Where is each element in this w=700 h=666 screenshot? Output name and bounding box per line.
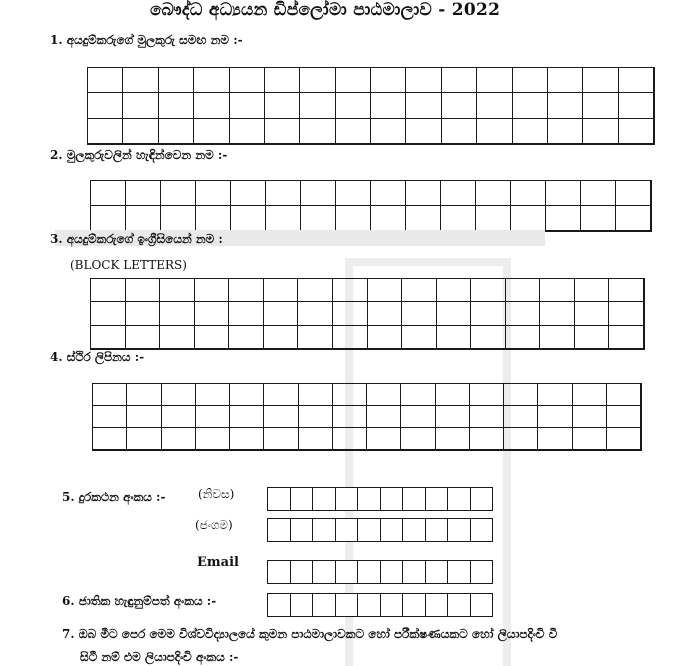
writing-box-cell[interactable] [511,206,546,231]
form-title: බෞද්ධ අධ්‍යයන ඩිප්ලෝමා පාඨමාලාව - 2022 [150,0,501,20]
writing-box-cell[interactable] [513,119,548,144]
writing-box-cell[interactable] [266,206,301,231]
question-3-label: 3. අයදුම්කරුගේ ඉංග්‍රීසියෙන් නම : [50,232,223,246]
writing-box-cell[interactable] [196,384,230,406]
writing-box-cell[interactable] [195,302,230,325]
writing-box-cell[interactable] [573,384,607,406]
home-phone-boxes[interactable] [267,487,493,511]
writing-box-cell[interactable] [538,428,572,450]
writing-box-cell[interactable] [196,206,231,231]
writing-box-cell[interactable] [609,302,644,325]
writing-box-cell[interactable] [159,93,194,118]
writing-box-cell[interactable] [406,93,441,118]
writing-box-cell[interactable] [264,384,298,406]
email-label: Email [197,555,239,570]
writing-box-cell[interactable] [442,93,477,118]
writing-box-cell[interactable] [371,119,406,144]
writing-box-cell[interactable] [426,519,449,541]
writing-box-cell[interactable] [127,428,161,450]
writing-box-cell[interactable] [583,68,618,93]
writing-box-cell[interactable] [619,93,654,118]
writing-box-cell[interactable] [126,279,161,302]
writing-box-cell[interactable] [336,561,359,583]
writing-box-cell[interactable] [336,594,359,616]
writing-box-cell[interactable] [229,302,264,325]
writing-box-cell[interactable] [264,428,298,450]
writing-box-cell[interactable] [313,594,336,616]
writing-box-cell[interactable] [548,68,583,93]
writing-box-cell[interactable] [230,119,265,144]
writing-box-cell[interactable] [265,93,300,118]
writing-box-cell[interactable] [471,519,493,541]
writing-box-cell[interactable] [160,302,195,325]
writing-box-cell[interactable] [230,68,265,93]
writing-box-cell[interactable] [573,406,607,428]
writing-box-cell[interactable] [403,488,426,510]
writing-box-cell[interactable] [126,206,161,231]
writing-box-cell[interactable] [229,279,264,302]
writing-box-cell[interactable] [91,206,126,231]
name-denoted-by-initials-grid[interactable] [90,180,652,232]
writing-box-cell[interactable] [607,384,641,406]
writing-box-cell[interactable] [93,406,127,428]
writing-box-cell[interactable] [336,488,359,510]
writing-box-cell[interactable] [313,488,336,510]
writing-box-cell[interactable] [583,119,618,144]
writing-box-cell[interactable] [511,181,546,206]
writing-box-cell[interactable] [540,302,575,325]
writing-box-cell[interactable] [123,93,158,118]
writing-box-cell[interactable] [426,594,449,616]
writing-box-cell[interactable] [538,406,572,428]
writing-box-cell[interactable] [442,68,477,93]
writing-box-cell[interactable] [88,119,123,144]
writing-box-cell[interactable] [513,93,548,118]
writing-box-cell[interactable] [583,93,618,118]
writing-box-cell[interactable] [336,519,359,541]
writing-box-cell[interactable] [476,206,511,231]
writing-box-cell[interactable] [471,561,493,583]
writing-box-cell[interactable] [264,326,299,349]
writing-box-cell[interactable] [161,206,196,231]
writing-box-cell[interactable] [88,93,123,118]
writing-box-cell[interactable] [264,406,298,428]
writing-box-cell[interactable] [301,206,336,231]
writing-box-cell[interactable] [477,119,512,144]
nic-number-boxes[interactable] [267,593,493,617]
question-7-label-line-2: සිටී නම් එම ලියාපදිංචි අංකය :- [80,650,239,664]
writing-box-cell[interactable] [607,406,641,428]
writing-box-cell[interactable] [231,206,266,231]
writing-box-cell[interactable] [381,488,404,510]
writing-box-cell[interactable] [358,594,381,616]
writing-box-cell[interactable] [159,68,194,93]
writing-box-cell[interactable] [93,384,127,406]
writing-box-cell[interactable] [264,279,299,302]
writing-box-cell[interactable] [476,181,511,206]
question-6-label: 6. ජාතික හැඳුනුම්පත් අංකය :- [62,594,217,608]
writing-box-cell[interactable] [406,206,441,231]
writing-box-cell[interactable] [442,119,477,144]
writing-box-cell[interactable] [313,519,336,541]
writing-box-cell[interactable] [195,326,230,349]
writing-box-cell[interactable] [336,68,371,93]
writing-box-cell[interactable] [336,93,371,118]
writing-box-cell[interactable] [126,181,161,206]
writing-box-cell[interactable] [575,302,610,325]
writing-box-cell[interactable] [291,561,314,583]
writing-box-cell[interactable] [406,119,441,144]
writing-box-cell[interactable] [381,519,404,541]
writing-box-cell[interactable] [268,488,291,510]
writing-box-cell[interactable] [403,594,426,616]
writing-box-cell[interactable] [230,384,264,406]
email-boxes[interactable] [267,560,493,584]
writing-box-cell[interactable] [403,519,426,541]
writing-box-cell[interactable] [161,181,196,206]
writing-box-cell[interactable] [371,206,406,231]
writing-box-cell[interactable] [195,279,230,302]
writing-box-cell[interactable] [426,488,449,510]
writing-box-cell[interactable] [264,302,299,325]
writing-box-cell[interactable] [381,561,404,583]
writing-box-cell[interactable] [575,279,610,302]
writing-box-cell[interactable] [448,594,471,616]
writing-box-cell[interactable] [616,181,651,206]
writing-box-cell[interactable] [299,428,333,450]
writing-box-cell[interactable] [548,119,583,144]
writing-box-cell[interactable] [426,561,449,583]
writing-box-cell[interactable] [336,119,371,144]
question-7-label-line-1: 7. ඔබ මීට පෙර මෙම විශ්වවිද්‍යාලයේ කුමන පාඨමාලාවකට හෝ පරීක්ෂණයකට හෝ ලියාපදිංචි වී [62,627,558,641]
writing-box-cell[interactable] [619,119,654,144]
writing-box-cell[interactable] [540,279,575,302]
writing-box-cell[interactable] [300,93,335,118]
writing-box-cell[interactable] [126,302,161,325]
writing-box-cell[interactable] [194,93,229,118]
writing-box-cell[interactable] [538,384,572,406]
writing-box-cell[interactable] [123,119,158,144]
writing-box-cell[interactable] [196,428,230,450]
writing-box-cell[interactable] [194,68,229,93]
writing-box-cell[interactable] [298,326,333,349]
writing-box-cell[interactable] [448,519,471,541]
writing-box-cell[interactable] [127,384,161,406]
writing-box-cell[interactable] [162,406,196,428]
writing-box-cell[interactable] [91,181,126,206]
writing-box-cell[interactable] [230,406,264,428]
name-with-initials-grid[interactable] [87,67,655,145]
writing-box-cell[interactable] [300,68,335,93]
writing-box-cell[interactable] [299,406,333,428]
writing-box-cell[interactable] [123,68,158,93]
writing-box-cell[interactable] [471,488,493,510]
writing-box-cell[interactable] [93,428,127,450]
writing-box-cell[interactable] [448,561,471,583]
writing-box-cell[interactable] [358,488,381,510]
writing-box-cell[interactable] [265,68,300,93]
writing-box-cell[interactable] [229,326,264,349]
writing-box-cell[interactable] [301,181,336,206]
writing-box-cell[interactable] [546,181,581,206]
writing-box-cell[interactable] [159,119,194,144]
writing-box-cell[interactable] [477,93,512,118]
block-letters-note: (BLOCK LETTERS) [70,258,187,272]
writing-box-cell[interactable] [91,302,126,325]
writing-box-cell[interactable] [471,594,493,616]
writing-box-cell[interactable] [406,68,441,93]
writing-box-cell[interactable] [609,279,644,302]
writing-box-cell[interactable] [127,406,161,428]
writing-box-cell[interactable] [371,181,406,206]
writing-box-cell[interactable] [230,428,264,450]
writing-box-cell[interactable] [298,279,333,302]
writing-box-cell[interactable] [126,326,161,349]
writing-box-cell[interactable] [403,561,426,583]
writing-box-cell[interactable] [546,206,581,231]
mobile-phone-label: (ජංගම) [195,518,233,532]
writing-box-cell[interactable] [336,181,371,206]
writing-box-cell[interactable] [441,206,476,231]
question-5-label: 5. දුරකථන අංකය :- [62,490,166,504]
writing-box-cell[interactable] [91,279,126,302]
writing-box-cell[interactable] [291,594,314,616]
writing-box-cell[interactable] [371,68,406,93]
question-2-label: 2. මුලකුරුවලින් හැඳින්වෙන නම :- [50,148,228,162]
writing-box-cell[interactable] [619,68,654,93]
writing-box-cell[interactable] [298,302,333,325]
writing-box-cell[interactable] [162,384,196,406]
writing-box-cell[interactable] [371,93,406,118]
writing-box-cell[interactable] [358,561,381,583]
writing-box-cell[interactable] [581,181,616,206]
writing-box-cell[interactable] [358,519,381,541]
home-phone-label: (නිවස) [198,487,235,501]
writing-box-cell[interactable] [381,594,404,616]
writing-box-cell[interactable] [291,488,314,510]
writing-box-cell[interactable] [336,206,371,231]
writing-box-cell[interactable] [448,488,471,510]
writing-box-cell[interactable] [230,93,265,118]
writing-box-cell[interactable] [607,428,641,450]
writing-box-cell[interactable] [196,181,231,206]
writing-box-cell[interactable] [573,428,607,450]
writing-box-cell[interactable] [548,93,583,118]
writing-box-cell[interactable] [609,326,644,349]
question-4-label: 4. ස්ථිර ලිපිනය :- [50,350,145,364]
writing-box-cell[interactable] [300,119,335,144]
writing-box-cell[interactable] [160,279,195,302]
writing-box-cell[interactable] [160,326,195,349]
writing-box-cell[interactable] [616,206,651,231]
writing-box-cell[interactable] [268,594,291,616]
writing-box-cell[interactable] [313,561,336,583]
question-1-label: 1. අයදුම්කරුගේ මුලකුරු සමඟ නම :- [50,33,243,47]
writing-box-cell[interactable] [513,68,548,93]
writing-box-cell[interactable] [265,119,300,144]
writing-box-cell[interactable] [194,119,229,144]
writing-box-cell[interactable] [91,326,126,349]
writing-box-cell[interactable] [231,181,266,206]
writing-box-cell[interactable] [575,326,610,349]
writing-box-cell[interactable] [581,206,616,231]
writing-box-cell[interactable] [406,181,441,206]
writing-box-cell[interactable] [477,68,512,93]
writing-box-cell[interactable] [540,326,575,349]
writing-box-cell[interactable] [268,561,291,583]
writing-box-cell[interactable] [299,384,333,406]
writing-box-cell[interactable] [266,181,301,206]
writing-box-cell[interactable] [196,406,230,428]
writing-box-cell[interactable] [441,181,476,206]
writing-box-cell[interactable] [88,68,123,93]
writing-box-cell[interactable] [268,519,291,541]
writing-box-cell[interactable] [162,428,196,450]
writing-box-cell[interactable] [291,519,314,541]
mobile-phone-boxes[interactable] [267,518,493,542]
